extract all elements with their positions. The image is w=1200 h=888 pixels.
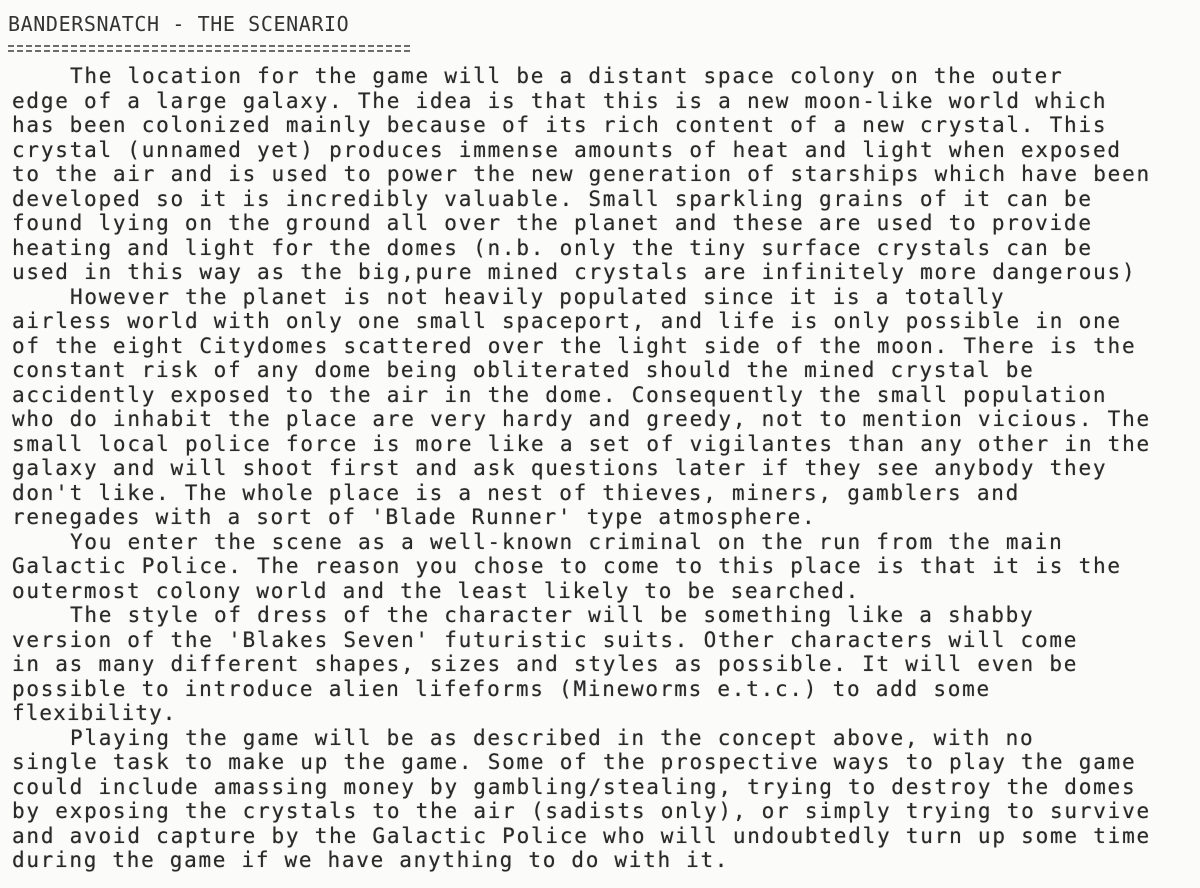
document-line: version of the 'Blakes Seven' futuristic suits. Other characters will come (12, 627, 1079, 652)
document-title: BANDERSNATCH - THE SCENARIO (8, 12, 350, 36)
document-line: who do inhabit the place are very hardy and greedy, not to mention vicious. The (12, 407, 1151, 431)
document-line: by exposing the crystals to the air (sadists only), or simply trying to survive (12, 799, 1151, 823)
document-line: galaxy and will shoot first and ask questions later if they see anybody they (12, 456, 1108, 480)
document-line: outermost colony world and the least likely to be searched. (12, 578, 861, 603)
document-line: The style of dress of the character will be something like a shabby (70, 603, 1035, 627)
document-line: single task to make up the game. Some of the prospective ways to play the game (12, 750, 1137, 774)
document-line: constant risk of any dome being obliterated should the mined crystal be (12, 358, 1035, 382)
document-line: crystal (unnamed yet) produces immense amounts of heat and light when exposed (12, 137, 1122, 162)
document-line: possible to introduce alien lifeforms (Mineworms e.t.c.) to add some (12, 676, 991, 701)
document-line: in as many different shapes, sizes and styles as possible. It will even be (12, 652, 1079, 676)
document-line: to the air and is used to power the new generation of starships which have been (12, 162, 1151, 186)
document-line: small local police force is more like a set of vigilantes than any other in the (12, 431, 1151, 456)
document-line: renegades with a sort of 'Blade Runner' type atmosphere. (12, 505, 817, 529)
document-line: found lying on the ground all over the planet and these are used to provide (12, 211, 1093, 235)
document-line: of the eight Citydomes scattered over the light side of the moon. There is the (12, 333, 1137, 358)
document-line: edge of a large galaxy. The idea is that this is a new moon-like world which (12, 88, 1108, 113)
document-line: Playing the game will be as described in the concept above, with no (70, 725, 1035, 750)
document-line: don't like. The whole place is a nest of thieves, miners, gamblers and (12, 480, 1021, 505)
document-line: accidently exposed to the air in the dome. Consequently the small population (12, 382, 1108, 407)
document-line: and avoid capture by the Galactic Police who will undoubtedly turn up some time (12, 823, 1151, 848)
document-line: used in this way as the big,pure mined crystals are infinitely more dangerous) (12, 260, 1137, 284)
document-line: could include amassing money by gambling/stealing, trying to destroy the domes (12, 774, 1137, 799)
document-line: However the planet is not heavily populated since it is a totally (70, 284, 1006, 309)
document-line: You enter the scene as a well-known criminal on the run from the main (70, 529, 1064, 554)
document-line: during the game if we have anything to do with it. (12, 848, 730, 872)
document-line: flexibility. (12, 701, 177, 725)
document-line: heating and light for the domes (n.b. only the tiny surface crystals can be (12, 235, 1093, 260)
title-double-underline (8, 45, 412, 53)
document-line: Galactic Police. The reason you chose to come to this place is that it is the (12, 554, 1122, 578)
document-line: airless world with only one small spaceport, and life is only possible in one (12, 309, 1122, 333)
document-line: has been colonized mainly because of its rich content of a new crystal. This (12, 113, 1108, 137)
document-line: The location for the game will be a distant space colony on the outer (70, 64, 1064, 88)
document-body (0, 64, 1200, 873)
document-line: developed so it is incredibly valuable. Small sparkling grains of it can be (12, 186, 1093, 211)
